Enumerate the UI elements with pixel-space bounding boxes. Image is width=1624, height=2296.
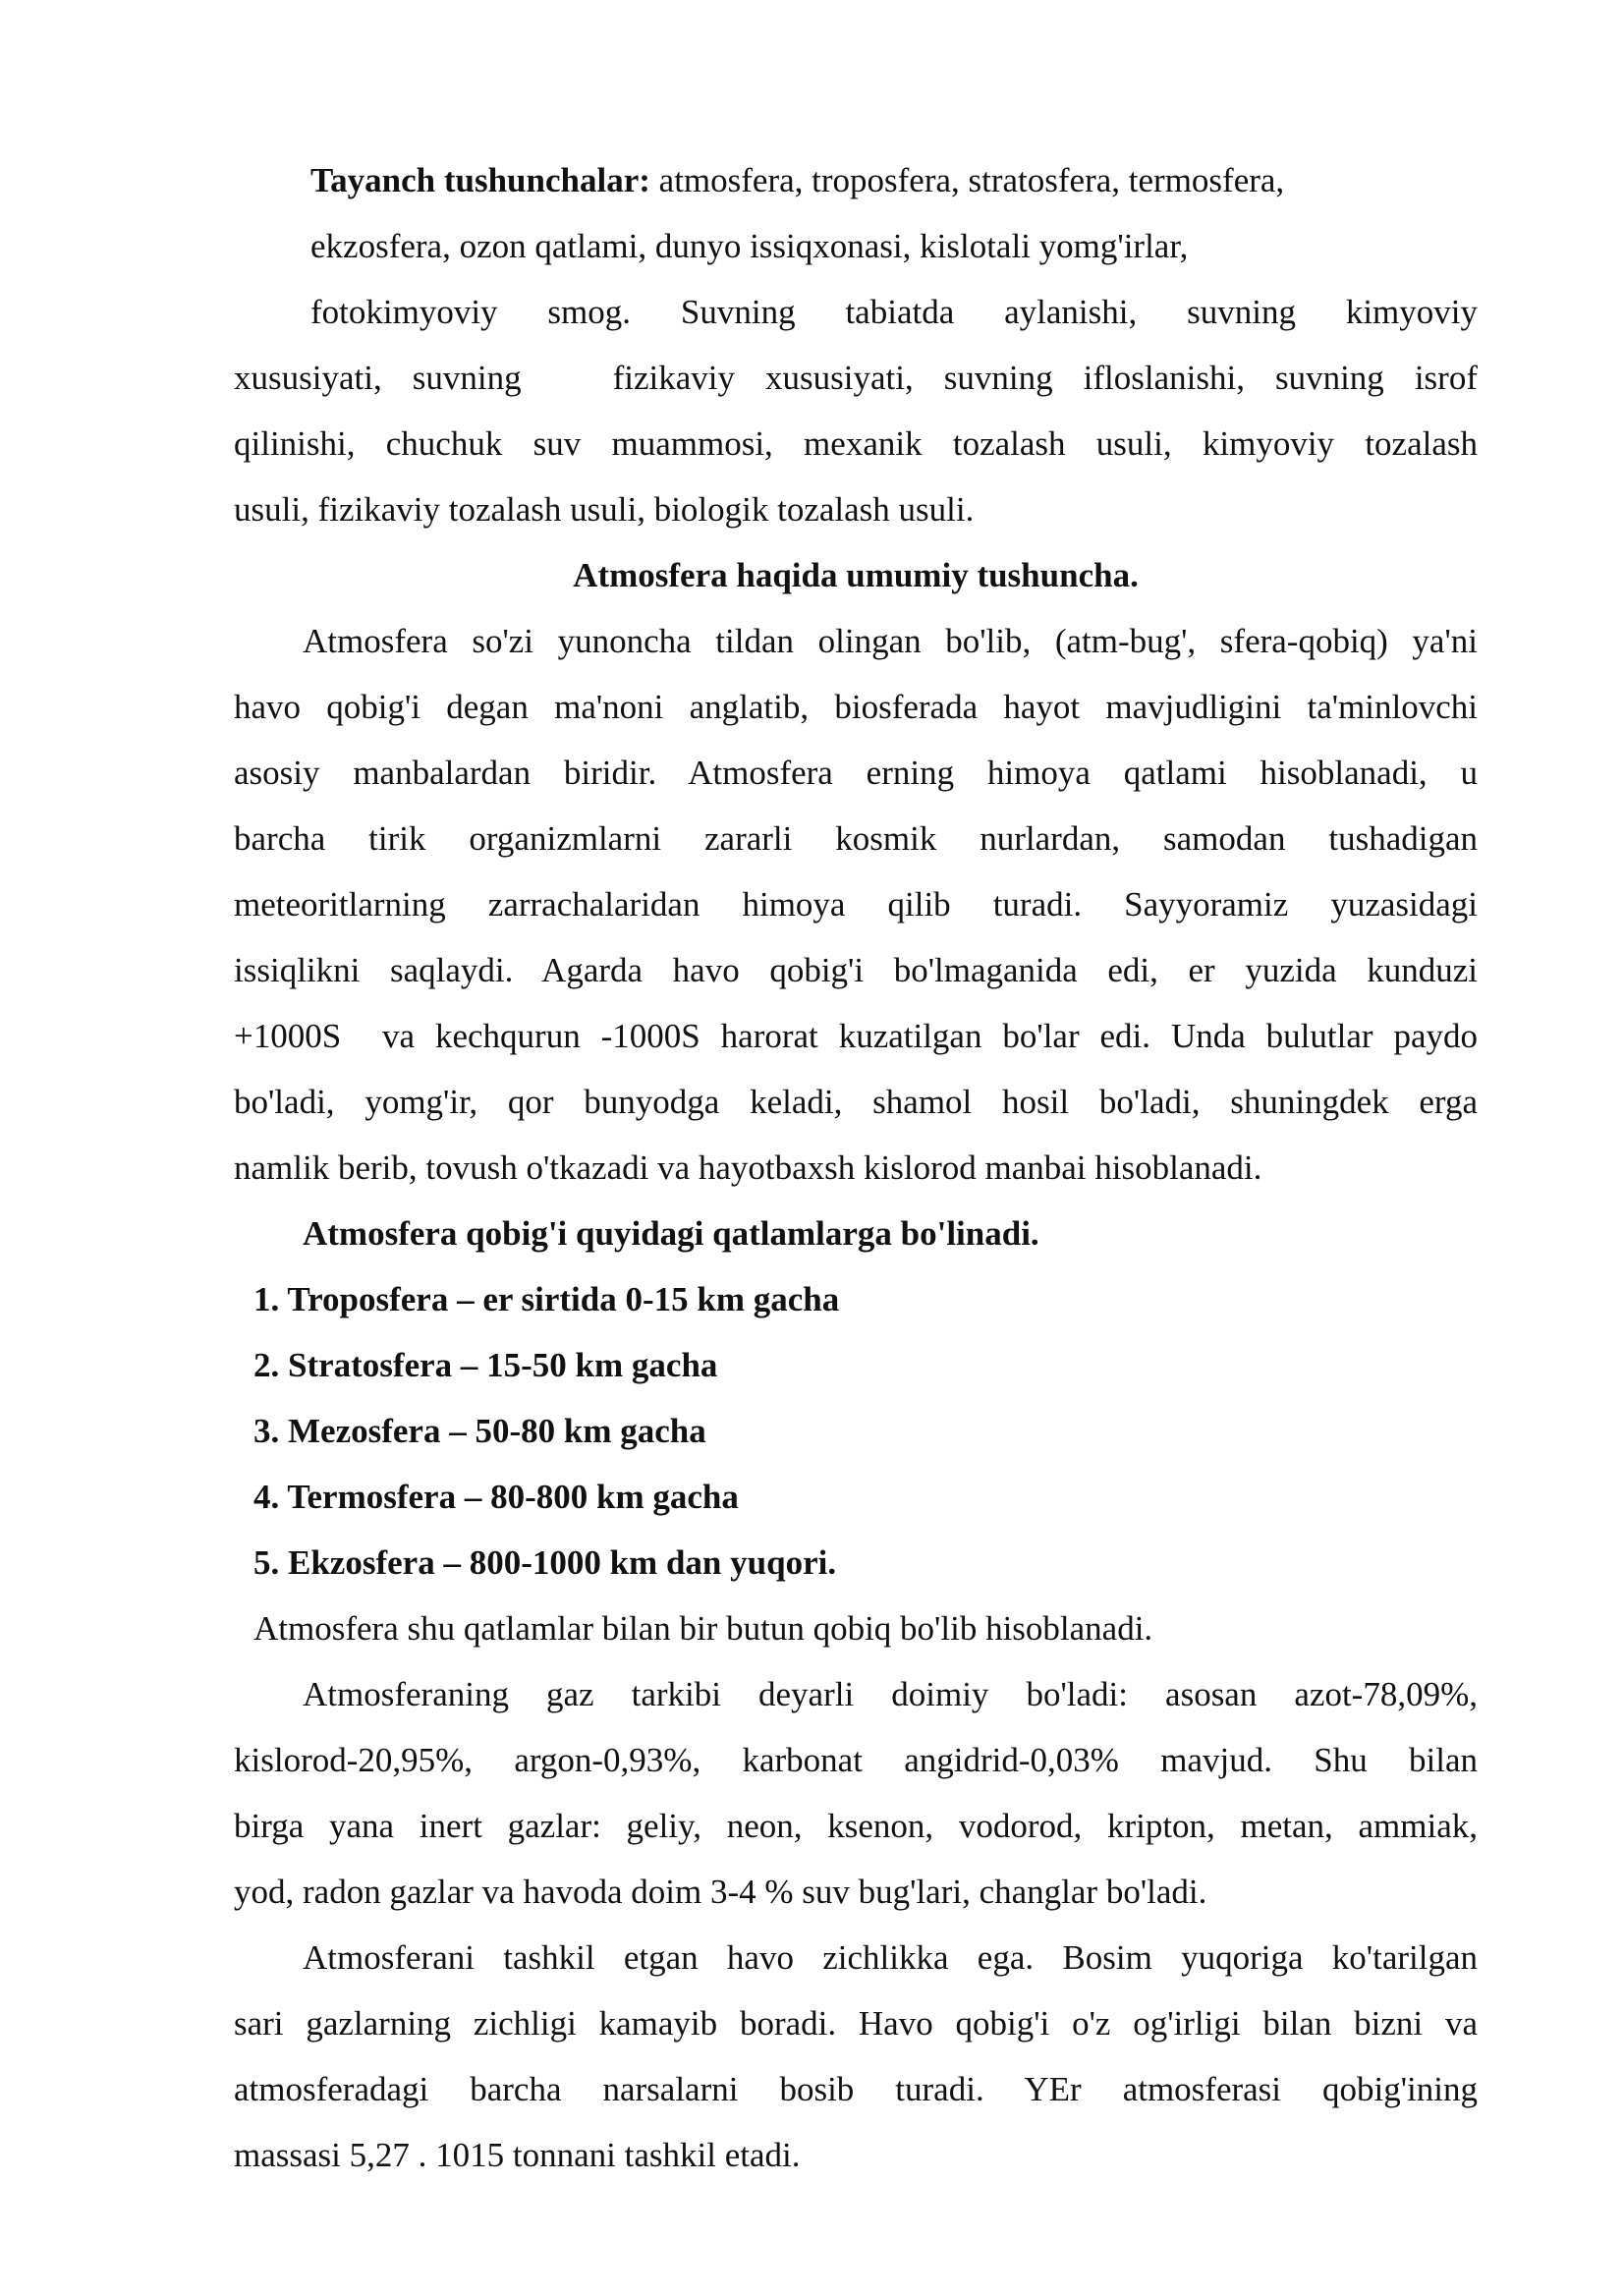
para1-line-8: bo'ladi, yomg'ir, qor bunyodga keladi, shamol hosil bo'ladi, shuningdek erga <box>234 1083 1478 1121</box>
layers-heading: Atmosfera qobig'i quyidagi qatlamlarga bo'linadi. <box>303 1214 1039 1253</box>
para1-line-9: namlik berib, tovush o'tkazadi va hayotbaxsh kislorod manbai hisoblanadi. <box>234 1148 1262 1187</box>
key-concepts-line-4: xususiyati, suvning fizikaviy xususiyati, suvning ifloslanishi, suvning isrof <box>234 359 1478 397</box>
section-heading: Atmosfera haqida umumiy tushuncha. <box>573 556 1139 594</box>
para3-line-1: Atmosferani tashkil etgan havo zichlikka ega. Bosim yuqoriga ko'tarilgan <box>303 1938 1478 1977</box>
para1-line-7: +1000S va kechqurun -1000S harorat kuzatilgan bo'lar edi. Unda bulutlar paydo <box>234 1017 1478 1055</box>
document-page <box>234 147 1478 2188</box>
key-concepts-line-2: ekzosfera, ozon qatlami, dunyo issiqxonasi, kislotali yomg'irlar, <box>310 227 1189 265</box>
layer-item-ekzosfera: 5. Ekzosfera – 800-1000 km dan yuqori. <box>253 1543 837 1582</box>
layer-item-troposfera: 1. Troposfera – er sirtida 0-15 km gacha <box>253 1280 840 1318</box>
para3-line-3: atmosferadagi barcha narsalarni bosib turadi. YEr atmosferasi qobig'ining <box>234 2070 1478 2108</box>
para3-line-2: sari gazlarning zichligi kamayib boradi. Havo qobig'i o'z og'irligi bilan bizni va <box>234 2004 1478 2043</box>
key-concepts-line-3: fotokimyoviy smog. Suvning tabiatda aylanishi, suvning kimyoviy <box>310 293 1478 331</box>
para1-line-2: havo qobig'i degan ma'noni anglatib, biosferada hayot mavjudligini ta'minlovchi <box>234 688 1478 726</box>
para2-line-3: birga yana inert gazlar: geliy, neon, ksenon, vodorod, kripton, metan, ammiak, <box>234 1807 1478 1845</box>
para2-line-1: Atmosferaning gaz tarkibi deyarli doimiy bo'ladi: asosan azot-78,09%, <box>303 1675 1478 1713</box>
key-concepts-line-1 <box>234 147 1478 213</box>
para1-line-1: Atmosfera so'zi yunoncha tildan olingan bo'lib, (atm-bug', sfera-qobiq) ya'ni <box>303 622 1478 660</box>
key-concepts-text-1: atmosfera, troposfera, stratosfera, termosfera, <box>649 161 1285 199</box>
para3-line-4: massasi 5,27 . 1015 tonnani tashkil etadi. <box>234 2136 801 2174</box>
para2-line-2: kislorod-20,95%, argon-0,93%, karbonat angidrid-0,03% mavjud. Shu bilan <box>234 1741 1478 1779</box>
layer-item-stratosfera: 2. Stratosfera – 15-50 km gacha <box>253 1346 718 1384</box>
key-concepts-label: Tayanch tushunchalar: <box>310 161 650 199</box>
layers-summary: Atmosfera shu qatlamlar bilan bir butun qobiq bo'lib hisoblanadi. <box>253 1609 1153 1648</box>
para1-line-3: asosiy manbalardan biridir. Atmosfera erning himoya qatlami hisoblanadi, u <box>234 754 1478 792</box>
para1-line-6: issiqlikni saqlaydi. Agarda havo qobig'i bo'lmaganida edi, er yuzida kunduzi <box>234 951 1478 989</box>
para1-line-4: barcha tirik organizmlarni zararli kosmik nurlardan, samodan tushadigan <box>234 819 1478 858</box>
key-concepts-line-6: usuli, fizikaviy tozalash usuli, biologik tozalash usuli. <box>234 490 975 529</box>
para2-line-4: yod, radon gazlar va havoda doim 3-4 % suv bug'lari, changlar bo'ladi. <box>234 1873 1207 1911</box>
layer-item-mezosfera: 3. Mezosfera – 50-80 km gacha <box>253 1412 706 1450</box>
layer-item-termosfera: 4. Termosfera – 80-800 km gacha <box>253 1478 739 1516</box>
key-concepts-line-5: qilinishi, chuchuk suv muammosi, mexanik tozalash usuli, kimyoviy tozalash <box>234 424 1478 463</box>
para1-line-5: meteoritlarning zarrachalaridan himoya qilib turadi. Sayyoramiz yuzasidagi <box>234 885 1478 924</box>
